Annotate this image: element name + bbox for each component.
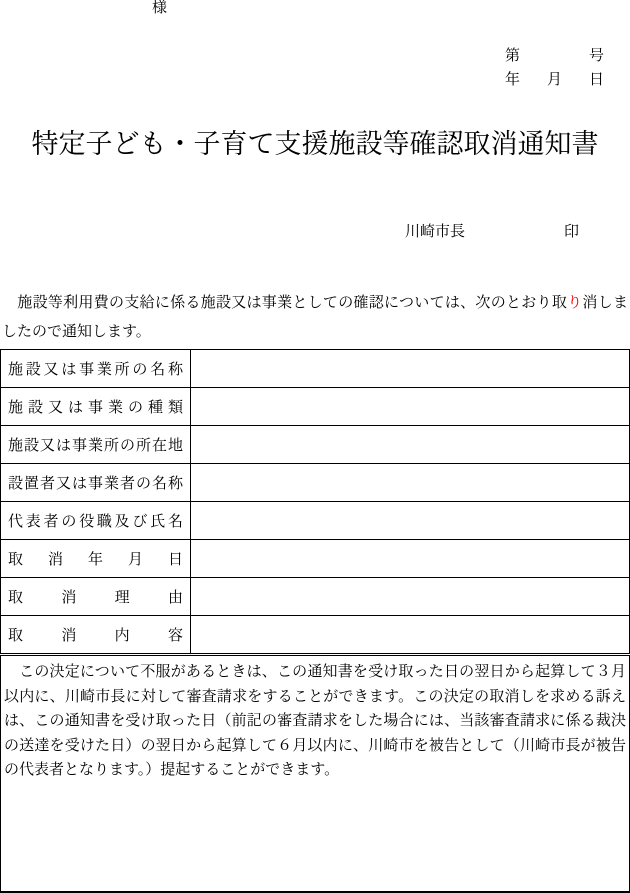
table-row	[1, 540, 630, 578]
issuer-row	[0, 220, 630, 238]
row-label-cancellation-date: 取消年月日	[1, 540, 191, 578]
issuer-name: 川崎市長	[405, 224, 466, 240]
doc-number-suffix: 号	[588, 48, 604, 64]
row-value-cancellation-date	[191, 540, 630, 578]
row-value-cancellation-reason	[191, 578, 630, 616]
table-row	[1, 426, 630, 464]
table-row	[1, 502, 630, 540]
doc-number-prefix: 第	[505, 48, 521, 64]
row-label-facility-type: 施設又は事業の種類	[1, 388, 191, 426]
row-value-representative	[191, 502, 630, 540]
date-day-label: 日	[588, 72, 604, 88]
date-month-label: 月	[546, 72, 562, 88]
table-row	[1, 616, 630, 654]
row-value-facility-type	[191, 388, 630, 426]
row-value-operator-name	[191, 464, 630, 502]
table-row	[1, 350, 630, 388]
table-row	[1, 388, 630, 426]
row-value-facility-address	[191, 426, 630, 464]
document-number-line	[505, 44, 604, 68]
appeal-note-box	[0, 655, 630, 893]
row-label-cancellation-reason: 取消理由	[1, 578, 191, 616]
table-row	[1, 578, 630, 616]
confirmation-detail-table	[0, 349, 630, 654]
seal-placeholder: 印	[564, 224, 580, 240]
row-label-facility-address: 施設又は事業所の所在地	[1, 426, 191, 464]
row-label-representative: 代表者の役職及び氏名	[1, 502, 191, 540]
appeal-note-text: この決定について不服があるときは、この通知書を受け取った日の翌日から起算して３月以内に、川崎市長に対して審査請求をすることができます。この決定の取消しを求める訴えは、この通知書を受け取った日（前記の審査請求をした場合には、当該審査請求に係る裁決の送達を受けた日）の翌日から起算して６月以内に、川崎市を被告として（川崎市長が被告の代表者となります。）提起することができます。	[4, 664, 626, 778]
notice-text-before: 施設等利用費の支給に係る施設又は事業としての確認については、次のとおり取	[2, 295, 568, 311]
row-value-facility-name	[191, 350, 630, 388]
notice-paragraph	[2, 289, 628, 347]
date-line	[505, 68, 604, 92]
page-title: 特定子ども・子育て支援施設等確認取消通知書	[31, 129, 599, 159]
notice-text-after: 消しましたので通知します。	[2, 295, 628, 340]
table-row	[1, 464, 630, 502]
date-year-label: 年	[505, 72, 521, 88]
row-label-cancellation-detail: 取消内容	[1, 616, 191, 654]
recipient-honorific: 様	[152, 0, 168, 16]
row-label-facility-name: 施設又は事業所の名称	[1, 350, 191, 388]
document-number-date-block	[505, 44, 604, 92]
red-insertion-char: り	[567, 295, 583, 311]
row-label-operator-name: 設置者又は事業者の名称	[1, 464, 191, 502]
row-value-cancellation-detail	[191, 616, 630, 654]
